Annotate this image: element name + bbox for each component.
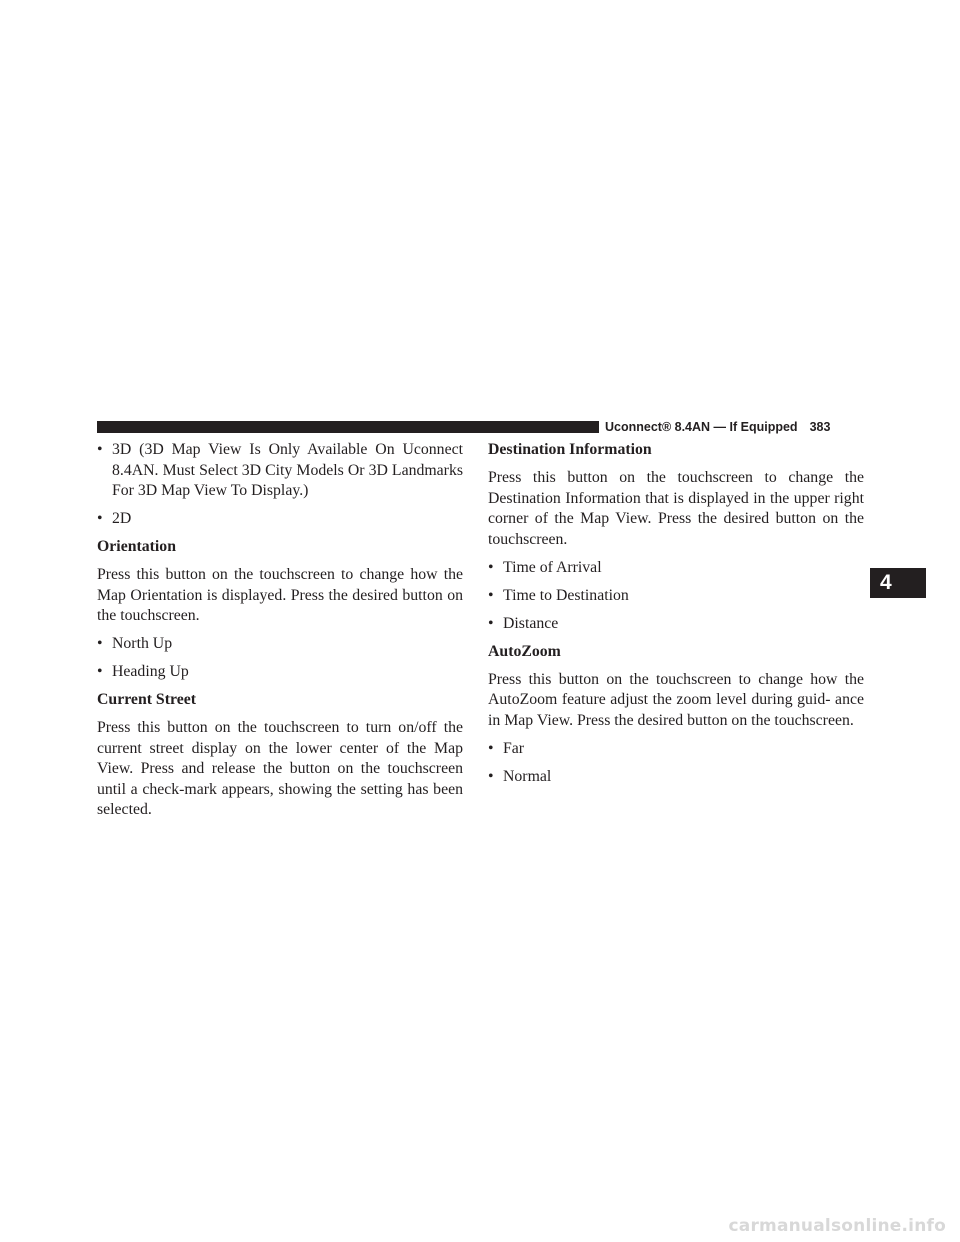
list-item: • Heading Up — [97, 662, 463, 683]
current-street-body: Press this button on the touchscreen to turn on/off the current street display on the lower center of the Map View. Press and release the button on the touchscreen until a check-mark appears, showing the setting has been selected. — [97, 719, 463, 818]
section-heading-autozoom: AutoZoom — [488, 642, 561, 660]
list-item: • Far — [488, 739, 864, 760]
bullet-icon: • — [97, 635, 103, 652]
bullet-icon: • — [488, 614, 494, 632]
destination-information-body: Press this button on the touchscreen to change the Destination Information that is displayed in the upper right corner of the Map View. Press the desired button on the touchscreen. — [488, 469, 864, 548]
section-heading-current-street: Current Street — [97, 691, 196, 708]
bullet-icon: • — [488, 586, 494, 604]
list-item: • 2D — [97, 509, 463, 530]
orientation-body: Press this button on the touchscreen to change how the Map Orientation is displayed. Press the desired button on the touchscreen. — [97, 566, 463, 624]
bullet-icon: • — [488, 739, 494, 757]
list-item: • Distance — [488, 614, 864, 635]
bullet-icon: • — [488, 767, 494, 785]
header-rule — [97, 421, 599, 433]
running-header — [605, 419, 830, 435]
bullet-icon: • — [97, 510, 103, 527]
section-title: Uconnect® 8.4AN — If Equipped — [605, 420, 798, 434]
right-column — [488, 440, 864, 795]
chapter-tab: 4 — [870, 568, 926, 598]
bullet-icon: • — [97, 663, 103, 680]
left-column — [97, 440, 463, 828]
list-item: • 3D (3D Map View Is Only Available On Uconnect 8.4AN. Must Select 3D City Models Or 3D Landmarks For 3D Map View To Display.) — [97, 441, 463, 499]
list-item: • Time to Destination — [488, 586, 864, 607]
watermark: carmanualsonline.info — [728, 1216, 946, 1236]
section-heading-destination-information: Destination Information — [488, 441, 652, 458]
page-number: 383 — [809, 420, 831, 434]
autozoom-body: Press this button on the touchscreen to change how the AutoZoom feature adjust the zoom level during guid- ance in Map View. Press the desired button on the touchscreen. — [488, 670, 864, 729]
bullet-icon: • — [488, 558, 494, 576]
list-item: • Normal — [488, 767, 864, 788]
list-item: • Time of Arrival — [488, 558, 864, 579]
list-item: • North Up — [97, 634, 463, 655]
bullet-icon: • — [97, 441, 103, 458]
section-heading-orientation: Orientation — [97, 538, 176, 555]
